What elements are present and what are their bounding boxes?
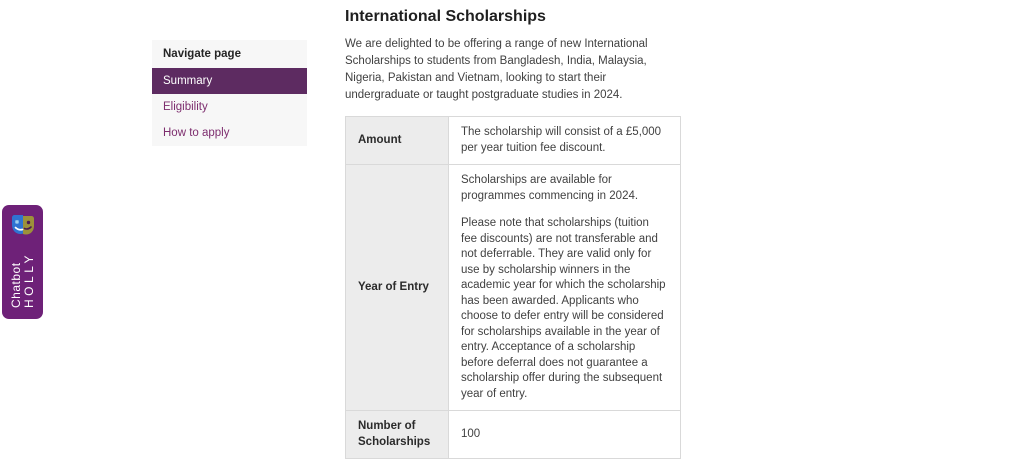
table-row-year-of-entry [346, 165, 681, 411]
row-value-amount [449, 117, 681, 165]
scholarship-details-table [345, 116, 681, 459]
nav-item-eligibility[interactable]: Eligibility [163, 101, 208, 113]
row-header-amount: Amount [346, 117, 449, 165]
table-cell-text: Please note that scholarships (tuition fee discounts) are not transferable and not deferrable. They are valid only for use by scholarship winners in the academic year for which the scholarship has been awarded. Applicants who choose to defer entry will be considered for scholarships available in the year of entry. Acceptance of a scholarship before deferral does not guarantee a scholarship offer during the subsequent year of entry. [461, 217, 666, 400]
row-value-year-of-entry [449, 165, 681, 411]
row-header-number-of-scholarships: Number of Scholarships [346, 411, 449, 459]
intro-paragraph: We are delighted to be offering a range of new International Scholarships to students from Bangladesh, India, Malaysia, Nigeria, Pakistan and Vietnam, looking to start their undergraduate or taught postgraduate studies in 2024. [345, 38, 648, 101]
theatre-masks-icon [9, 212, 37, 240]
page-title: International Scholarships [345, 8, 546, 25]
table-cell-text: Scholarships are available for programmes commencing in 2024. [461, 174, 639, 202]
table-row-amount [346, 117, 681, 165]
nav-header: Navigate page [163, 48, 241, 60]
nav-item-how-to-apply[interactable]: How to apply [163, 127, 230, 139]
nav-item-summary[interactable]: Summary [152, 68, 307, 94]
table-cell-text: 100 [461, 427, 481, 440]
chatbot-label-wrap [2, 240, 43, 319]
chatbot-name-line1: Chatbot [8, 261, 23, 308]
chatbot-name-line2: HOLLY [21, 251, 36, 308]
table-row-number-of-scholarships [346, 411, 681, 459]
table-cell-text: The scholarship will consist of a £5,000 per year tuition fee discount. [461, 126, 662, 154]
chatbot-launcher[interactable] [2, 205, 43, 319]
row-header-year-of-entry: Year of Entry [346, 165, 449, 411]
chatbot-label [10, 252, 36, 308]
page-navigation [152, 40, 307, 146]
row-value-number-of-scholarships [449, 411, 681, 459]
main-content [345, 6, 681, 459]
